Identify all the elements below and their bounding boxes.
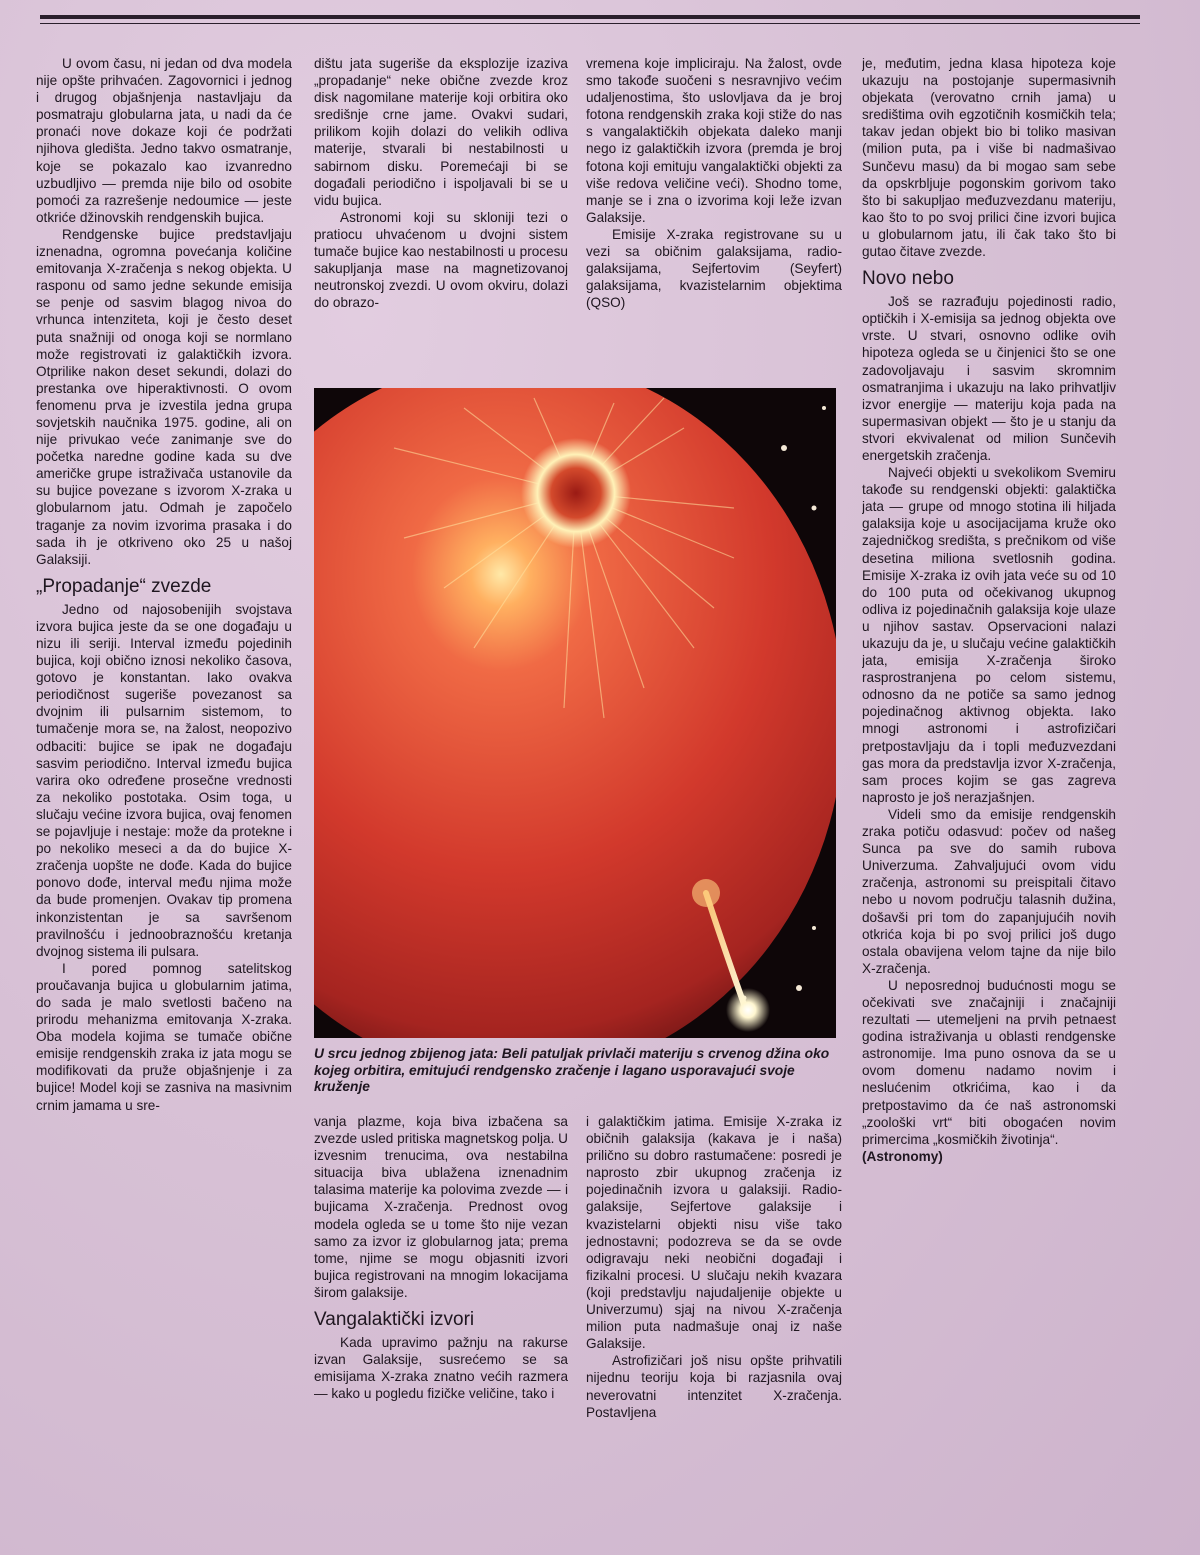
article-column-3-lower [586, 1113, 842, 1493]
paragraph: vanja plazme, koja biva izbačena sa zvezde usled pritiska magnetskog polja. U izvesnim trenucima, ova nestabilna situacija biva ublažena iznenadnim talasima materije ka polovima zvezde — i bujicama X-zračenja. Prednost ovog modela ogleda se u tome što nije vezan samo za izvor iz globularnog jata; prema tome, njime se mogu objasniti izvori bujica registrovani na mnogim lokacijama širom galaksije. [314, 1114, 568, 1300]
article-column-3-upper [586, 55, 842, 375]
section-heading: Novo nebo [862, 268, 954, 290]
paragraph: I pored pomnog satelitskog proučavanja bujica u globularnim jatima, do sada je malo svetlosti bačeno na prirodu mehanizma emitovanja X-zraka. Oba modela kojima se tumače obične emisije rendgenskih zraka iz jata mogu se modifikovati da pruže objašnjenje i za bujice! Model koji se zasniva na masivnim crnim jamama u sre- [36, 960, 292, 1113]
header-rule-thin [40, 23, 1140, 24]
accretion-hotspot [521, 438, 631, 548]
article-column-2-upper [314, 55, 568, 375]
paragraph: i galaktičkim jatima. Emisije X-zraka iz običnih galaksija (kakava je i naša) prilično su dobro rastumačene: posredi je naprosto zbir ukupnog zračenja iz pojedinačnih izvora u galaksiji. Radio-galaksije, Sejfertove galaksije i kvazistelarni objekti nisu više tako jednostavni; podozreva se da se ovde odigravaju neki neobični događaji i fizikalni procesi. U slučaju nekih kvazara (koji predstavlju najudaljenije objekte u Univerzumu) sjaj na nivou X-zračenja milion puta nadmašuje onaj iz naše Galaksije. [586, 1114, 842, 1352]
article-column-1 [36, 55, 292, 1495]
white-dwarf-star [726, 988, 770, 1032]
star-system-illustration [314, 388, 836, 1038]
paragraph: Jedno od najosobenijih svojstava izvora bujica jeste da se one događaju u nizu ili seriji. Interval između pojedinih bujica, koji obično iznosi nekoliko časova, gotovo je konstantan. Iako ovakva periodičnost sugeriše povezanost sa dvojnim ili pulsarnim sistemom, to tumačenje mora se, na žalost, neopozivo odbaciti: bujice se ipak ne događaju sasvim periodično. Interval između bujica varira oko određene prosečne vrednosti za nekoliko postotaka. Osim toga, u slučaju većine izvora bujica, ovaj fenomen se pojavljuje i nestaje: može da protekne i po nekoliko meseci a da do bujice X-zračenja uopšte ne dođe. Kada do bujice ponovo dođe, interval među njima može da bude promenjen. Ovakav tip promena inkonzistentan je sa savršenom pravilnošću i jednoobraznošću kretanja dvojnog sistema ili pulsara. [36, 601, 292, 959]
paragraph: Rendgenske bujice predstavljaju iznenadna, ogromna povećanja količine emitovanja X-zračenja s nekog objekta. U rasponu od samo jedne sekunde emisija se penje od sasvim blagog nivoa do vrhunca intenziteta, koji je često deset puta snažniji od onoga koji se normlano može registrovati iz galaktičkih izvora. Otprilike nakon deset sekundi, dolazi do prestanka ove hiperaktivnosti. O ovom fenomenu prva je izvestila jedna grupa sovjetskih naučnika 1975. godine, ali on nije privukao veće zanimanje sve do početka naredne godine kada su dve američke grupe istraživača ustanovile da su bujice povezane s izvorom X-zraka u globularnom jatu. Odmah je započelo traganje za novim izvorima prasaka i do sada ih je otkriveno oko 25 u našoj Galaksiji. [36, 226, 292, 567]
paragraph: U neposrednoj budućnosti mogu se očekivati sve značajniji i značajniji rezultati — utemeljeni na prvih petnaest godina istraživanja u oblasti rendgenske astronomije. Ima puno osnova da se u ovom domenu nadamo novim i neslućenim otkrićima, kao i da pretpostavimo da će naš astronomski „zoološki vrt“ biti obogaćen novim primercima „kosmičkih životinja“. [862, 977, 1116, 1147]
paragraph: Astrofizičari još nisu opšte prihvatili nijednu teoriju koja bi razjasnila ovaj neverovatni intenzitet X-zračenja. Postavljena [586, 1353, 842, 1420]
paragraph: Još se razrađuju pojedinosti radio, optičkih i X-emisija sa jednog objekta ove vrste. U stvari, osnovno odlike ovih hipoteza ogleda se u činjenici što se one zadovoljavaju i sasvim skromnim osmatranjima i ukazuju na lako prihvatljiv izvor energije — materiju koja pada na supermasivan objekt — što je u stanju da stvori ekvivalenat od milion Sunčevih energetskih zračenja. [862, 294, 1116, 463]
paragraph: U ovom času, ni jedan od dva modela nije opšte prihvaćen. Zagovornici i jednog i drugog objašnjenja nastavljaju da posmatraju globularna jata, u nadi da će pronaći nove dokaze koji će podržati njihova gledišta. Jedno takvo osmatranje, koje se pokazalo kao izvanredno uzbudljivo — premda nije bilo od osobite pomoći za razrešenje nedoumice — jeste otkriće džinovskih rendgenskih bujica. [36, 56, 292, 225]
paragraph: Astronomi koji su skloniji tezi o pratiocu uhvaćenom u dvojni sistem tumače bujice kao nestabilnosti u procesu sakupljanja mase na magnetizovanoj neutronskoj zvezdi. U ovom okviru, dolazi do obrazo- [314, 209, 568, 311]
red-giant-white-dwarf-icon [314, 388, 836, 1038]
image-caption: U srcu jednog zbijenog jata: Beli patuljak privlači materiju s crvenog džina oko kojeg orbitira, emitujući rendgensko zračenje i lagano usporavajući svoje kruženje [314, 1046, 830, 1094]
paragraph: vremena koje impliciraju. Na žalost, ovde smo takođe suočeni s nesravnjivo većim udaljenostima, što uslovljava da je broj fotona rendgenskih zraka koji stiže do nas s vangalaktičkih objekata daleko manji nego iz galaktičkih izvora (premda je broj fotona koji emituju vangalaktički objekti za više redova veličine veći). Shodno tome, manje se i zna o izvorima koji leže izvan Galaksije. [586, 56, 842, 225]
section-heading: Vangalaktički izvori [314, 1309, 475, 1331]
paragraph: Najveći objekti u svekolikom Svemiru takođe su rendgenski objekti: galaktička jata — grupe od mnogo stotina ili hiljada galaksija koje u asocijacijama kruže oko zajedničkog središta, s prečnikom od više desetina miliona svetlosnih godina. Emisije X-zraka iz ovih jata veće su od 10 do 100 puta od očekivanog ukupnog odliva iz pojedinačnih galaksija koje ulaze u njihov sastav. Opservacioni nalazi ukazuju da je, u slučaju većine galaktičkih jata, emisija X-zračenja široko rasprostranjena po celom sistemu, odnosno da ne potiče sa samo jednog pojedinačnog aktivnog objekta. Iako mnogi astronomi i astrofizičari pretpostavljaju da i topli međuzvezdani gas mora da predstavlja izvor X-zračenja, sam proces kojim se gas zagreva naprosto je još nerazjašnjen. [862, 465, 1116, 805]
source-credit: (Astronomy) [862, 1148, 943, 1164]
paragraph: Emisije X-zraka registrovane su u vezi sa običnim galaksijama, radio-galaksijama, Sejfertovim (Seyfert) galaksijama, kvazistelarnim objektima (QSO) [586, 226, 842, 311]
paragraph: Videli smo da emisije rendgenskih zraka potiču odasvud: počev od našeg Sunca pa sve do samih rubova Univerzuma. Zahvaljujući ovom vidu zračenja, astronomi su preispitali čitavo nebo u novom području talasnih dužina, došavši pri tom do zapanjujućih novih otkrića koja bi po svoj prilici još dugo ostala obavijena velom tajne da nije bilo X-zračenja. [862, 806, 1116, 976]
section-heading: „Propadanje“ zvezde [36, 575, 212, 597]
paragraph: je, međutim, jedna klasa hipoteza koje ukazuju na postojanje supermasivnih objekata (verovatno crnih jama) u središtima ovih egzotičnih kosmičkih tela; takav jedan objekt bio bi toliko masivan (milion puta, pa i više bi nadmašivao Sunčevu masu) da bi mogao sam sebe da opskrbljuje pogonskim gorivom tako što bi sakupljao međuzvezdanu materiju, kao što to po svoj prilici čine izvori bujica u globularnom jatu, ili čak tako što bi gutao čitave zvezde. [862, 56, 1116, 260]
paragraph: dištu jata sugeriše da eksplozije izaziva „propadanje“ neke obične zvezde kroz disk nagomilane materije koji orbitira oko središnje crne jame. Ovakvi sudari, prilikom kojih dolazi do velikih odliva materije, stvarali bi nestabilnosti u sabirnom disku. Poremećaji bi se događali periodično i ispoljavali bi se u vidu bujica. [314, 56, 568, 208]
article-column-4 [862, 55, 1116, 1495]
header-rule-thick [40, 15, 1140, 19]
paragraph: Kada upravimo pažnju na rakurse izvan Galaksije, susrećemo se sa emisijama X-zraka znatno većih razmera — kako u pogledu fizičke veličine, tako i [314, 1335, 568, 1402]
article-column-2-lower [314, 1113, 568, 1493]
